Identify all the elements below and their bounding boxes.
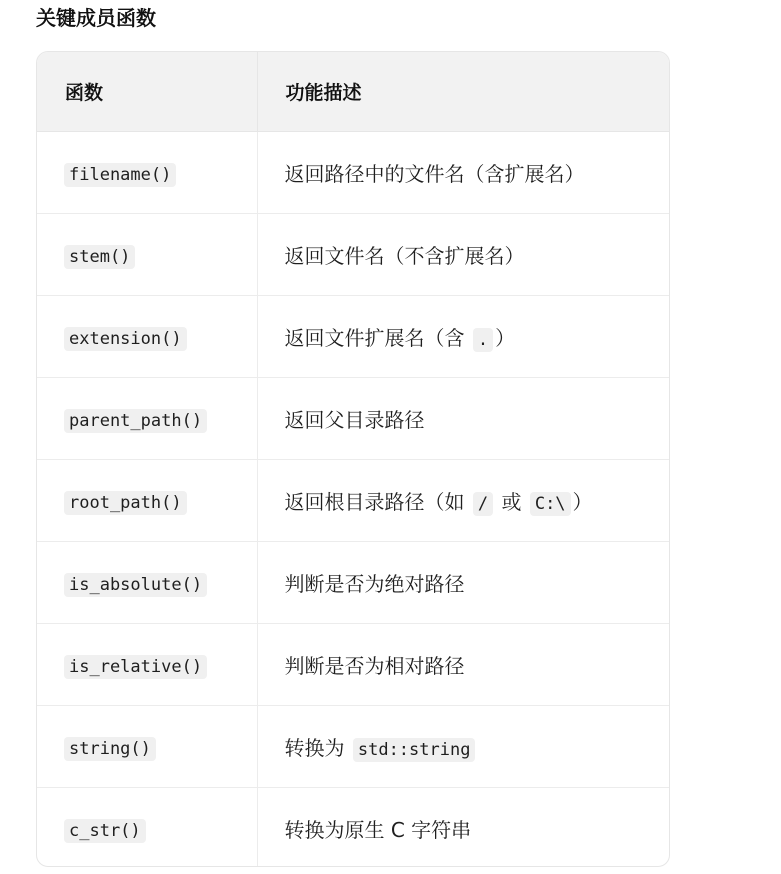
table-row — [37, 624, 669, 706]
function-name: parent_path() — [64, 409, 207, 433]
table-row — [37, 378, 669, 460]
inline-code: std::string — [353, 738, 476, 762]
function-name: string() — [64, 737, 156, 761]
function-name: is_absolute() — [64, 573, 207, 597]
description-text: 判断是否为相对路径 — [284, 654, 465, 678]
function-cell — [37, 542, 257, 624]
function-cell — [37, 378, 257, 460]
table-row — [37, 214, 669, 296]
description-text: 转换为 — [284, 736, 351, 760]
section-heading: 关键成员函数 — [36, 6, 156, 30]
description-text: 返回根目录路径（如 — [284, 490, 471, 514]
function-cell — [37, 296, 257, 378]
description-text: ） — [495, 326, 516, 350]
function-cell — [37, 132, 257, 214]
function-name: is_relative() — [64, 655, 207, 679]
description-cell — [257, 460, 669, 542]
table-row — [37, 296, 669, 378]
function-name: c_str() — [64, 819, 146, 843]
function-name: extension() — [64, 327, 187, 351]
table-row — [37, 788, 669, 868]
description-text: 转换为原生 C 字符串 — [284, 818, 472, 842]
description-cell — [257, 296, 669, 378]
description-text: ） — [572, 490, 593, 514]
function-cell — [37, 460, 257, 542]
description-cell — [257, 706, 669, 788]
inline-code: / — [473, 492, 493, 516]
table-row — [37, 132, 669, 214]
table-row — [37, 460, 669, 542]
description-text: 或 — [495, 490, 528, 514]
inline-code: C:\ — [530, 492, 571, 516]
function-cell — [37, 788, 257, 868]
description-cell — [257, 542, 669, 624]
description-cell — [257, 378, 669, 460]
function-cell — [37, 214, 257, 296]
description-text: 返回父目录路径 — [284, 408, 425, 432]
table-row — [37, 706, 669, 788]
description-text: 判断是否为绝对路径 — [284, 572, 465, 596]
description-cell — [257, 624, 669, 706]
description-cell — [257, 132, 669, 214]
description-cell — [257, 214, 669, 296]
table-row — [37, 542, 669, 624]
column-header-description: 功能描述 — [257, 52, 669, 132]
description-cell — [257, 788, 669, 868]
description-text: 返回文件名（不含扩展名） — [284, 244, 525, 268]
description-text: 返回文件扩展名（含 — [284, 326, 471, 350]
function-cell — [37, 624, 257, 706]
description-text: 返回路径中的文件名（含扩展名） — [284, 162, 585, 186]
inline-code: . — [473, 328, 493, 352]
function-name: root_path() — [64, 491, 187, 515]
function-name: filename() — [64, 163, 176, 187]
column-header-function: 函数 — [37, 52, 257, 132]
function-cell — [37, 706, 257, 788]
member-functions-table — [36, 51, 670, 867]
function-name: stem() — [64, 245, 135, 269]
table-header-row — [37, 52, 669, 132]
